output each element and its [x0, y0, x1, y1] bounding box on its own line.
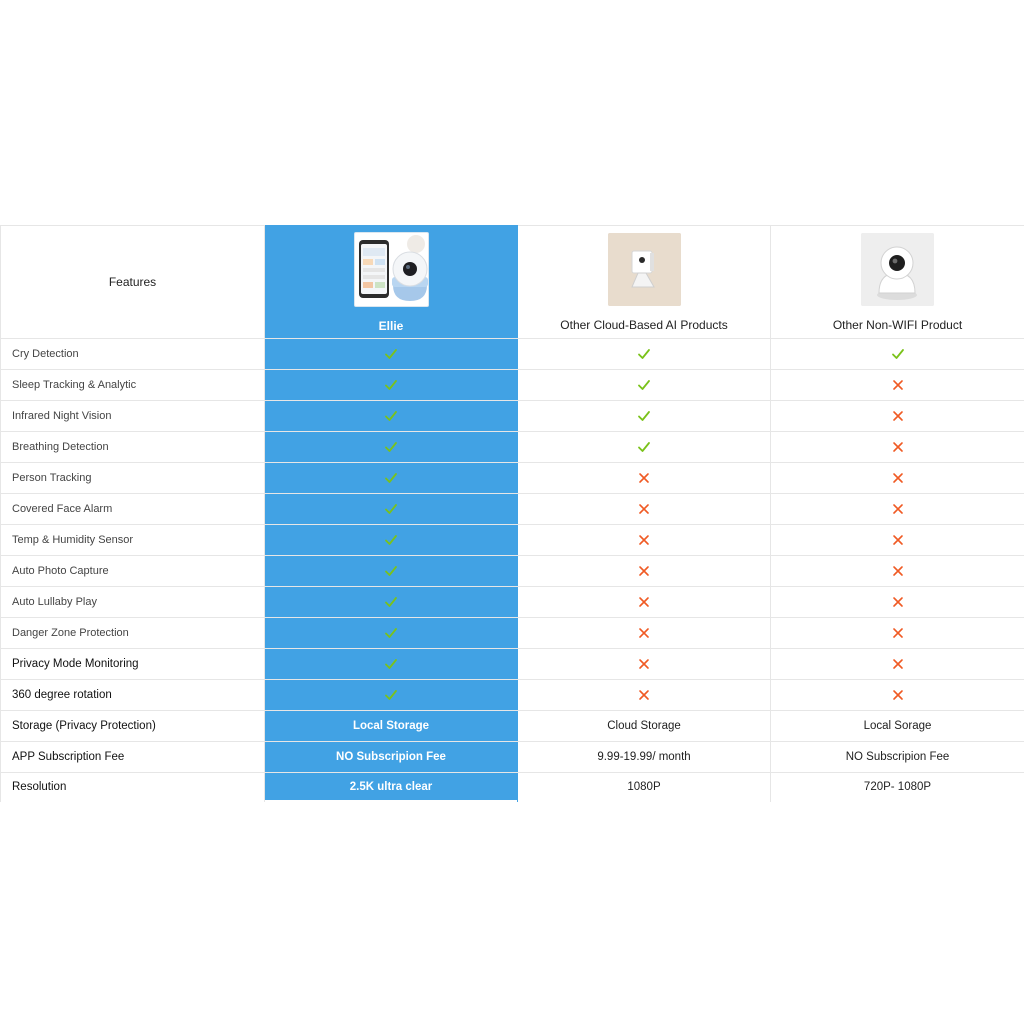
table-row [1, 649, 1024, 680]
value-cell: NO Subscripion Fee [265, 742, 518, 773]
feature-label: Breathing Detection [1, 432, 265, 463]
table-row [1, 556, 1024, 587]
feature-label: Privacy Mode Monitoring [1, 649, 265, 680]
check-icon [384, 595, 398, 609]
product-name-non-wifi: Other Non-WIFI Product [832, 317, 963, 332]
table-row [1, 773, 1024, 802]
cross-cell [771, 525, 1024, 556]
check-cell [265, 556, 518, 587]
feature-label: Person Tracking [1, 463, 265, 494]
header-row [1, 226, 1024, 339]
check-cell [265, 494, 518, 525]
table-row [1, 525, 1024, 556]
cross-icon [637, 657, 651, 671]
features-header: Features [108, 275, 157, 289]
cross-icon [891, 471, 905, 485]
check-icon [384, 347, 398, 361]
check-cell [265, 463, 518, 494]
cross-cell [771, 680, 1024, 711]
cross-cell [771, 618, 1024, 649]
cross-icon [891, 564, 905, 578]
check-icon [637, 347, 651, 361]
cross-cell [518, 587, 771, 618]
check-icon [384, 626, 398, 640]
check-icon [384, 564, 398, 578]
feature-label: Covered Face Alarm [1, 494, 265, 525]
cross-cell [771, 556, 1024, 587]
check-icon [384, 440, 398, 454]
check-cell [265, 525, 518, 556]
cross-cell [771, 649, 1024, 680]
value-cell: Local Sorage [771, 711, 1024, 742]
product-header-non-wifi [771, 226, 1024, 339]
cross-cell [518, 494, 771, 525]
comparison-table [0, 225, 1024, 802]
comparison-table-wrap [0, 225, 1024, 800]
non-wifi-camera-image [861, 233, 934, 306]
cross-cell [771, 401, 1024, 432]
feature-label: Cry Detection [1, 339, 265, 370]
feature-label: Auto Photo Capture [1, 556, 265, 587]
table-row [1, 494, 1024, 525]
check-icon [384, 409, 398, 423]
features-header-cell [1, 226, 265, 339]
cross-icon [891, 409, 905, 423]
cross-icon [891, 657, 905, 671]
cross-icon [637, 688, 651, 702]
cross-icon [891, 378, 905, 392]
comparison-table-body [1, 339, 1024, 802]
value-cell: Cloud Storage [518, 711, 771, 742]
feature-label: Sleep Tracking & Analytic [1, 370, 265, 401]
cross-cell [518, 680, 771, 711]
value-cell: NO Subscripion Fee [771, 742, 1024, 773]
cross-icon [637, 502, 651, 516]
cross-icon [891, 595, 905, 609]
table-row [1, 680, 1024, 711]
check-icon [637, 378, 651, 392]
check-cell [265, 339, 518, 370]
feature-label: Danger Zone Protection [1, 618, 265, 649]
feature-label: Infrared Night Vision [1, 401, 265, 432]
table-row [1, 401, 1024, 432]
feature-label: Resolution [1, 773, 265, 802]
feature-label: Auto Lullaby Play [1, 587, 265, 618]
product-header-ellie [265, 226, 518, 339]
check-icon [384, 657, 398, 671]
cross-cell [771, 432, 1024, 463]
check-cell [265, 649, 518, 680]
check-icon [384, 378, 398, 392]
ellie-camera-with-phone-image [354, 232, 429, 307]
check-cell [265, 370, 518, 401]
check-cell [518, 401, 771, 432]
check-cell [265, 432, 518, 463]
check-cell [518, 339, 771, 370]
table-row [1, 742, 1024, 773]
cross-icon [637, 533, 651, 547]
cross-icon [637, 564, 651, 578]
cross-icon [637, 626, 651, 640]
cross-cell [771, 370, 1024, 401]
cross-cell [518, 556, 771, 587]
check-icon [384, 533, 398, 547]
table-row [1, 339, 1024, 370]
check-icon [637, 409, 651, 423]
cross-icon [891, 533, 905, 547]
value-cell: 720P- 1080P [771, 773, 1024, 802]
check-cell [518, 370, 771, 401]
table-row [1, 587, 1024, 618]
cross-icon [891, 626, 905, 640]
table-row [1, 463, 1024, 494]
feature-label: Storage (Privacy Protection) [1, 711, 265, 742]
cross-cell [518, 463, 771, 494]
feature-label: Temp & Humidity Sensor [1, 525, 265, 556]
cross-icon [637, 471, 651, 485]
cross-cell [518, 618, 771, 649]
check-icon [384, 471, 398, 485]
check-icon [384, 688, 398, 702]
feature-label: 360 degree rotation [1, 680, 265, 711]
value-cell: 9.99-19.99/ month [518, 742, 771, 773]
cross-cell [771, 494, 1024, 525]
cross-icon [891, 502, 905, 516]
table-row [1, 432, 1024, 463]
table-row [1, 618, 1024, 649]
check-cell [771, 339, 1024, 370]
check-cell [265, 618, 518, 649]
check-icon [384, 502, 398, 516]
value-cell: 2.5K ultra clear [265, 773, 518, 802]
cross-cell [771, 587, 1024, 618]
feature-label: APP Subscription Fee [1, 742, 265, 773]
table-row [1, 370, 1024, 401]
value-cell: Local Storage [265, 711, 518, 742]
cross-icon [891, 440, 905, 454]
cross-icon [637, 595, 651, 609]
check-icon [637, 440, 651, 454]
table-row [1, 711, 1024, 742]
cross-cell [518, 649, 771, 680]
value-cell: 1080P [518, 773, 771, 802]
cross-cell [518, 525, 771, 556]
cross-icon [891, 688, 905, 702]
check-cell [265, 401, 518, 432]
check-cell [518, 432, 771, 463]
product-name-cloud: Other Cloud-Based AI Products [560, 317, 728, 332]
product-name-ellie: Ellie [378, 318, 404, 333]
cross-cell [771, 463, 1024, 494]
cloud-camera-image [608, 233, 681, 306]
check-cell [265, 587, 518, 618]
check-cell [265, 680, 518, 711]
check-icon [891, 347, 905, 361]
product-header-cloud [518, 226, 771, 339]
